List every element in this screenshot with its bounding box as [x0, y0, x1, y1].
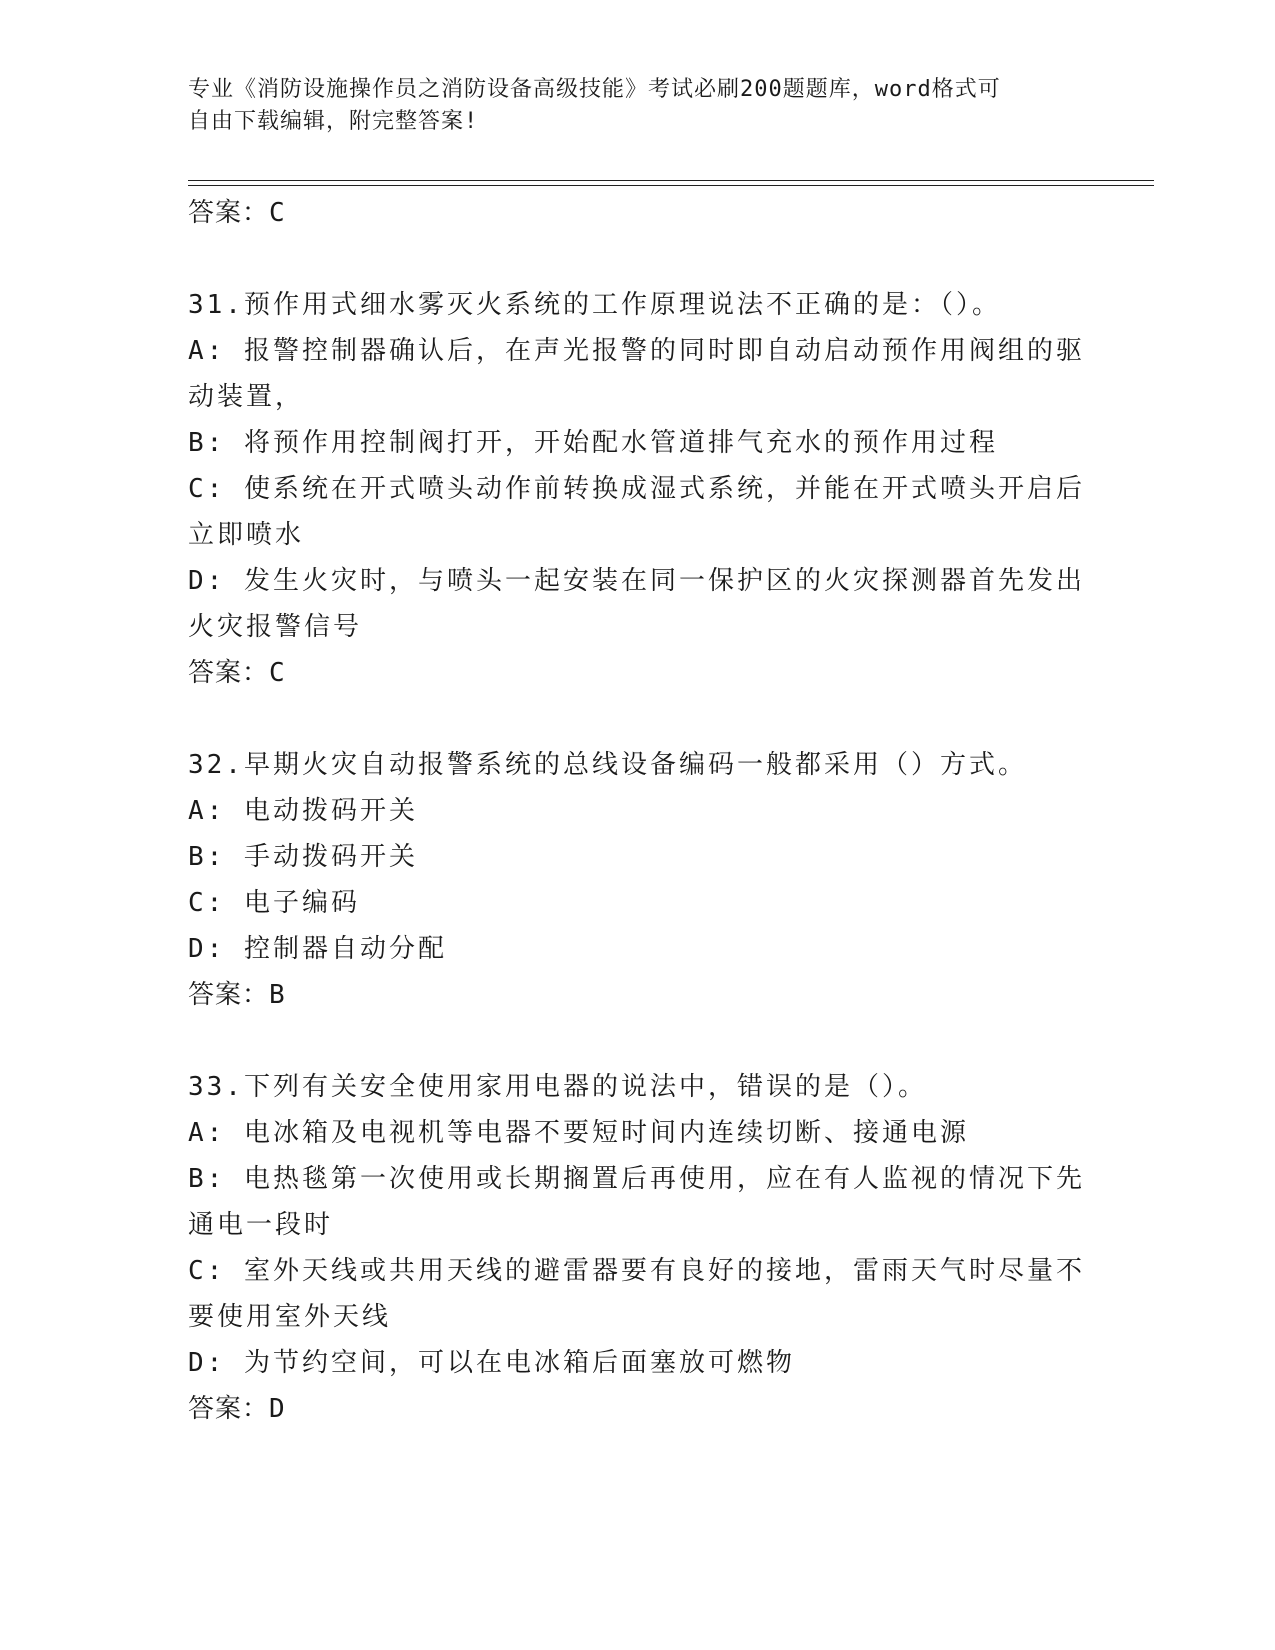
option-c-continued: 立即喷水 — [188, 520, 305, 550]
question-33 — [188, 1064, 1088, 1432]
spacer — [188, 1018, 1088, 1064]
question-31 — [188, 282, 1088, 696]
document-body — [188, 190, 1088, 1432]
option-d-continued: 火灾报警信号 — [188, 612, 363, 642]
header-line-1: 专业《消防设施操作员之消防设备高级技能》考试必刷200题题库，word格式可 — [188, 77, 1001, 102]
option-b: B: 手动拨码开关 — [188, 842, 418, 872]
option-c: C: 使系统在开式喷头动作前转换成湿式系统，并能在开式喷头开启后 — [188, 474, 1085, 504]
option-c-continued: 要使用室外天线 — [188, 1302, 392, 1332]
option-a: A: 报警控制器确认后，在声光报警的同时即自动启动预作用阀组的驱 — [188, 336, 1085, 366]
document-header — [188, 74, 1088, 138]
option-c: C: 室外天线或共用天线的避雷器要有良好的接地，雷雨天气时尽量不 — [188, 1256, 1085, 1286]
question-stem: 33.下列有关安全使用家用电器的说法中，错误的是（）。 — [188, 1072, 927, 1102]
option-a-continued: 动装置， — [188, 382, 305, 412]
option-b: B: 将预作用控制阀打开，开始配水管道排气充水的预作用过程 — [188, 428, 998, 458]
option-b-continued: 通电一段时 — [188, 1210, 334, 1240]
question-stem: 31.预作用式细水雾灭火系统的工作原理说法不正确的是：（）。 — [188, 290, 1001, 320]
header-rule-bottom — [188, 185, 1154, 186]
spacer — [188, 696, 1088, 742]
answer: 答案：D — [188, 1394, 286, 1424]
answer: 答案：C — [188, 658, 286, 688]
option-b: B: 电热毯第一次使用或长期搁置后再使用，应在有人监视的情况下先 — [188, 1164, 1085, 1194]
answer: 答案：B — [188, 980, 286, 1010]
option-d: D: 发生火灾时，与喷头一起安装在同一保护区的火灾探测器首先发出 — [188, 566, 1085, 596]
option-c: C: 电子编码 — [188, 888, 360, 918]
option-a: A: 电动拨码开关 — [188, 796, 418, 826]
header-rule-top — [188, 180, 1154, 181]
header-line-2: 自由下载编辑，附完整答案! — [188, 109, 479, 134]
question-32 — [188, 742, 1088, 1018]
spacer — [188, 236, 1088, 282]
question-stem: 32.早期火灾自动报警系统的总线设备编码一般都采用（）方式。 — [188, 750, 1027, 780]
option-d: D: 控制器自动分配 — [188, 934, 447, 964]
previous-answer: 答案：C — [188, 198, 286, 228]
option-d: D: 为节约空间，可以在电冰箱后面塞放可燃物 — [188, 1348, 795, 1378]
option-a: A: 电冰箱及电视机等电器不要短时间内连续切断、接通电源 — [188, 1118, 969, 1148]
